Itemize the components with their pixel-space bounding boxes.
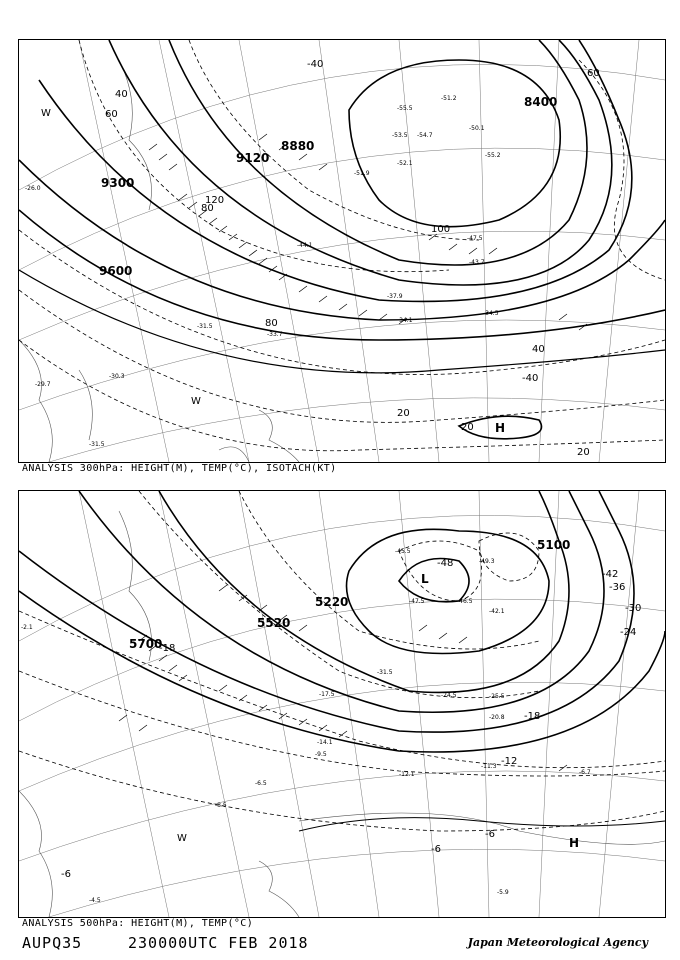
station-temp: -31.5 [377, 669, 393, 676]
chart-code: AUPQ35 [22, 934, 83, 952]
warm-marker: W [177, 833, 187, 844]
isotherm-label: -18 [524, 711, 541, 722]
isotach-label: 20 [577, 447, 590, 458]
isotach-label: 120 [205, 195, 225, 206]
station-temp: -52.1 [397, 160, 413, 167]
station-temp: -30.3 [109, 373, 125, 380]
caption-500hpa: ANALYSIS 500hPa: HEIGHT(M), TEMP(°C) [22, 918, 254, 929]
station-temp: -53.5 [392, 132, 408, 139]
station-temp: -45.5 [395, 548, 411, 555]
station-temp: -24.5 [441, 692, 457, 699]
isotach-label: 100 [431, 224, 451, 235]
height-label-5100: 5100 [537, 538, 571, 552]
height-label-9120: 9120 [236, 151, 270, 165]
station-temp: -46.5 [457, 598, 473, 605]
isotach-label: 20 [397, 408, 410, 419]
station-temp: -37.9 [387, 293, 403, 300]
station-temp: -6.5 [255, 780, 267, 787]
station-temp: -34.5 [483, 310, 499, 317]
station-temp: -26.0 [25, 185, 41, 192]
isotherm-label: -18 [159, 643, 176, 654]
map-500hpa [19, 491, 665, 917]
isotherm-label: -30 [625, 603, 642, 614]
height-label-8400: 8400 [524, 95, 558, 109]
station-temp: -55.2 [485, 152, 501, 159]
station-temp: -14.1 [317, 739, 333, 746]
station-temp: -34.1 [397, 317, 413, 324]
height-label-5700: 5700 [129, 637, 163, 651]
station-temp: -5.9 [497, 889, 509, 896]
isotach-label: 60 [587, 68, 600, 79]
station-temp: -31.5 [197, 323, 213, 330]
station-temp: -2.1 [21, 624, 33, 631]
station-temp: -51.9 [354, 170, 370, 177]
chart-valid-time: 230000UTC FEB 2018 [128, 934, 309, 952]
isotherm-label: -6 [431, 844, 441, 855]
station-temp: -49.3 [479, 558, 495, 565]
station-temp: -43.7 [469, 259, 485, 266]
station-temp: -42.1 [489, 608, 505, 615]
station-temp: -47.5 [409, 598, 425, 605]
warm-marker: W [191, 396, 201, 407]
station-temp: -11.3 [481, 763, 497, 770]
isotach-lines [19, 40, 665, 451]
station-temp: -33.7 [267, 331, 283, 338]
station-temp: -47.5 [467, 235, 483, 242]
station-temp: -9.5 [315, 751, 327, 758]
isotach-label: 40 [532, 344, 545, 355]
height-label-5220: 5220 [315, 595, 349, 609]
height-label-8880: 8880 [281, 139, 315, 153]
warm-marker: W [41, 108, 51, 119]
station-temp: -25.5 [489, 693, 505, 700]
isotherm-label: -42 [602, 569, 619, 580]
isotherm-label: -48 [437, 558, 454, 569]
station-temp: -12.1 [399, 771, 415, 778]
station-temp: -8.5 [215, 802, 227, 809]
isotherm-label: -24 [620, 627, 637, 638]
isotach-label: 20 [461, 422, 474, 433]
isotherm-label: -36 [609, 582, 626, 593]
station-temp: -50.1 [469, 125, 485, 132]
temp-label: -40 [522, 373, 539, 384]
station-temp: -4.5 [89, 897, 101, 904]
isotherm-label: -6 [61, 869, 71, 880]
station-temp: -29.7 [35, 381, 51, 388]
isotach-label: 80 [265, 318, 278, 329]
map-300hpa [19, 40, 665, 462]
isotach-label: 60 [105, 109, 118, 120]
isotherm-label: -12 [501, 756, 518, 767]
high-pressure-marker: H [495, 421, 506, 435]
station-temp: -31.5 [89, 441, 105, 448]
agency-name: Japan Meteorological Agency [467, 936, 648, 949]
station-temp: -54.7 [417, 132, 433, 139]
temp-label: -40 [307, 59, 324, 70]
high-pressure-marker: H [569, 836, 580, 850]
station-temp: -51.2 [441, 95, 457, 102]
isotach-label: 40 [115, 89, 128, 100]
chart-300hpa [18, 39, 666, 463]
isotherm-label: -6 [485, 829, 495, 840]
caption-300hpa: ANALYSIS 300hPa: HEIGHT(M), TEMP(°C), ISOTACH(KT) [22, 463, 337, 474]
isotach-label: 80 [201, 203, 214, 214]
station-temp: -17.5 [319, 691, 335, 698]
station-temp: -20.8 [489, 714, 505, 721]
chart-500hpa [18, 490, 666, 918]
low-pressure-marker: L [421, 572, 429, 586]
station-temp: -6.7 [579, 769, 591, 776]
station-temp: -44.1 [297, 242, 313, 249]
height-label-9600: 9600 [99, 264, 133, 278]
graticule [19, 40, 665, 462]
station-temp: -55.5 [397, 105, 413, 112]
height-label-9300: 9300 [101, 176, 135, 190]
height-label-5520: 5520 [257, 616, 291, 630]
